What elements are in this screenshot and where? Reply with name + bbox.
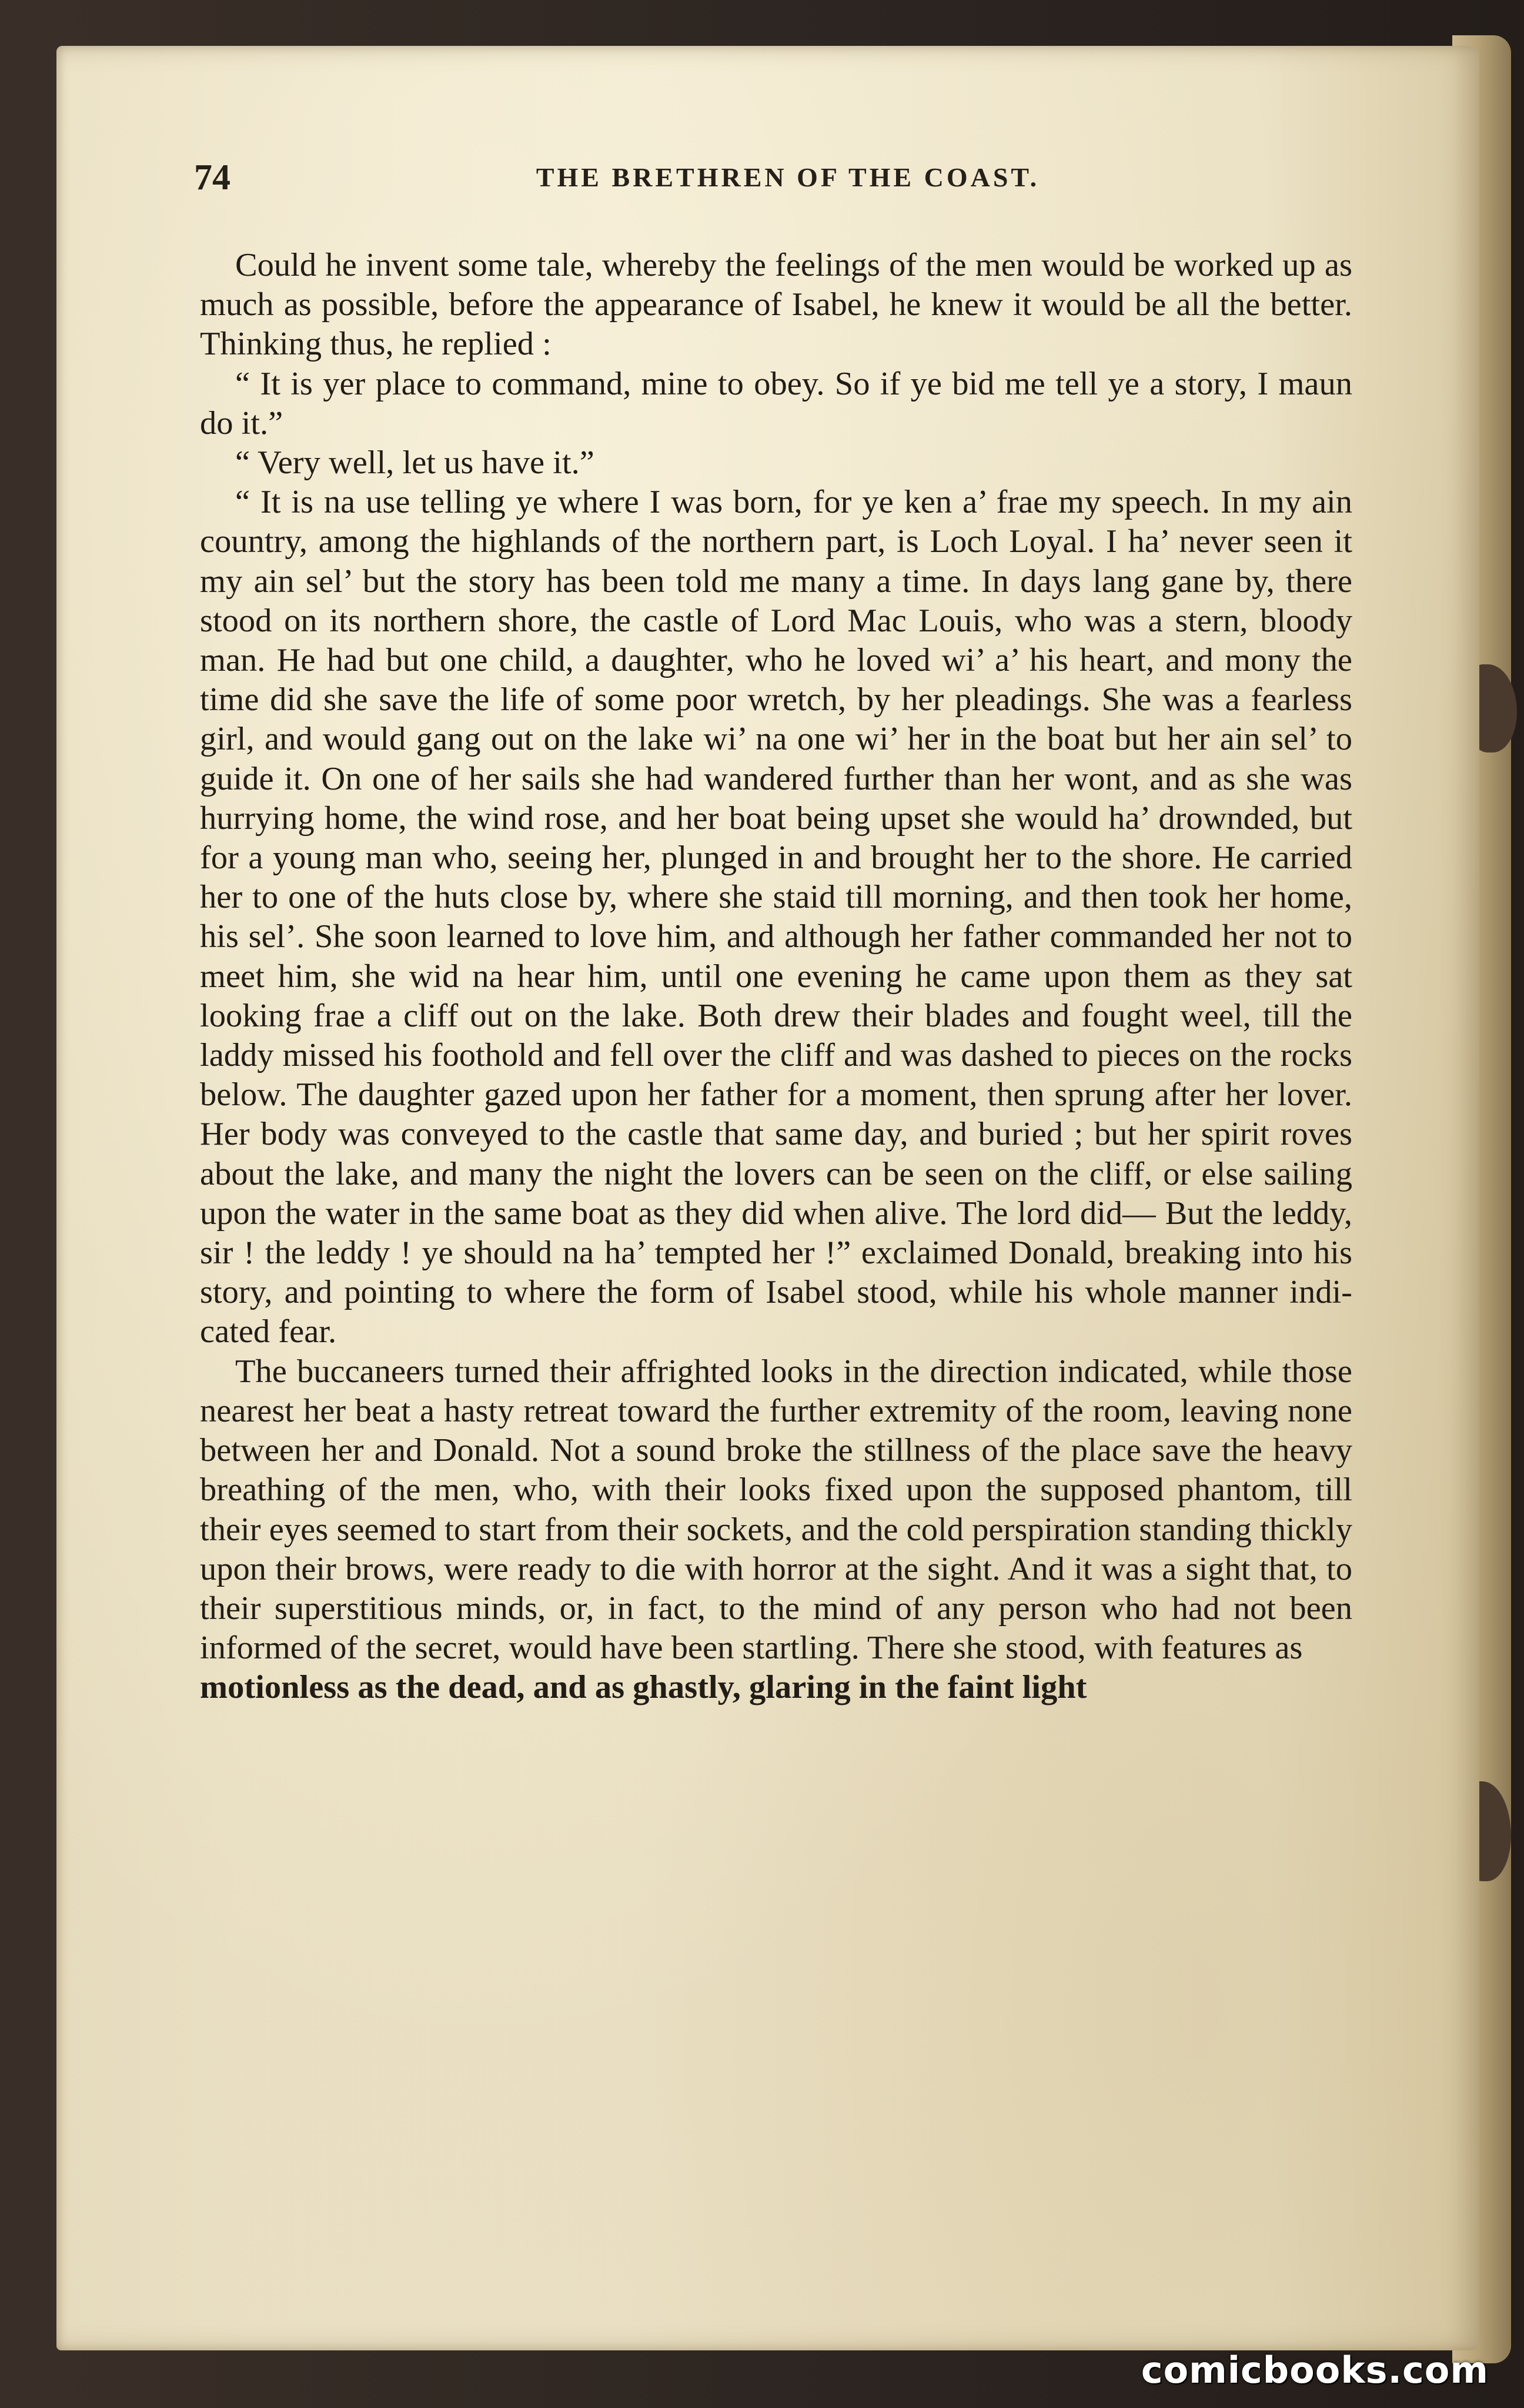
- paragraph: “ It is yer place to command, mine to obey. So if ye bid me tell ye a story, I maun do it.”: [200, 365, 1352, 442]
- page-body: [200, 246, 1352, 1708]
- page-number: 74: [194, 158, 230, 198]
- running-head-title: THE BRETHREN OF THE COAST.: [536, 162, 1040, 192]
- final-line: motionless as the dead, and as ghastly, glaring in the faint light: [200, 1669, 1087, 1706]
- watermark-logo: comicbooks.com: [1141, 2349, 1489, 2392]
- paragraph: “ Very well, let us have it.”: [235, 444, 594, 481]
- paragraph: “ It is na use telling ye where I was born, for ye ken a’ frae my speech. In my ain country, among the highlands of the northern part, is Loch Loyal. I ha’ never seen it my ain sel’ but the story has been told me many a time. In days lang gane by, there stood on its northern shore, the castle of Lord Mac Louis, who was a stern, bloody man. He had but one child, a daughter, who he loved wi’ a’ his heart, and mony the time did she save the life of some poor wretch, by her pleadings. She was a fearless girl, and would gang out on the lake wi’ na one wi’ her in the boat but her ain sel’ to guide it. On one of her sails she had wandered further than her wont, and as she was hurrying home, the wind rose, and her boat being upset she would ha’ drownded, but for a young man who, seeing her, plunged in and brought her to the shore. He carried her to one of the huts close by, where she staid till morning, and then took her home, his sel’. She soon learned to love him, and although her father commanded her not to meet him, she wid na hear him, until one evening he came upon them as they sat looking frae a cliff out on the lake. Both drew their blades and fought weel, till the laddy missed his foothold and fell over the cliff and was dashed to pieces on the rocks below. The daughter gazed upon her father for a moment, then sprung after her lover. Her body was conveyed to the castle that same day, and buried ; but her spirit roves about the lake, and many the night the lovers can be seen on the cliff, or else sailing upon the water in the same boat as they did when alive. The lord did— But the leddy, sir ! the leddy ! ye should na ha’ tempted her !” exclaimed Donald, breaking into his story, and pointing to where the form of Isabel stood, while his whole manner indicated fear.: [200, 484, 1352, 1350]
- paragraph: Could he invent some tale, whereby the feelings of the men would be worked up as much as possible, before the appearance of Isabel, he knew it would be all the better. Thinking thus, he replied :: [200, 247, 1352, 363]
- running-head: [194, 154, 1382, 201]
- paragraph: The buccaneers turned their affrighted looks in the direction indicated, while those nearest her beat a hasty retreat toward the further extremity of the room, leaving none between her and Donald. Not a sound broke the stillness of the place save the heavy breathing of the men, who, with their looks fixed upon the supposed phantom, till their eyes seemed to start from their sockets, and the cold perspiration standing thickly upon their brows, were ready to die with horror at the sight. And it was a sight that, to their superstitious minds, or, in fact, to the mind of any person who had not been informed of the secret, would have been startling. There she stood, with features as: [200, 1353, 1352, 1667]
